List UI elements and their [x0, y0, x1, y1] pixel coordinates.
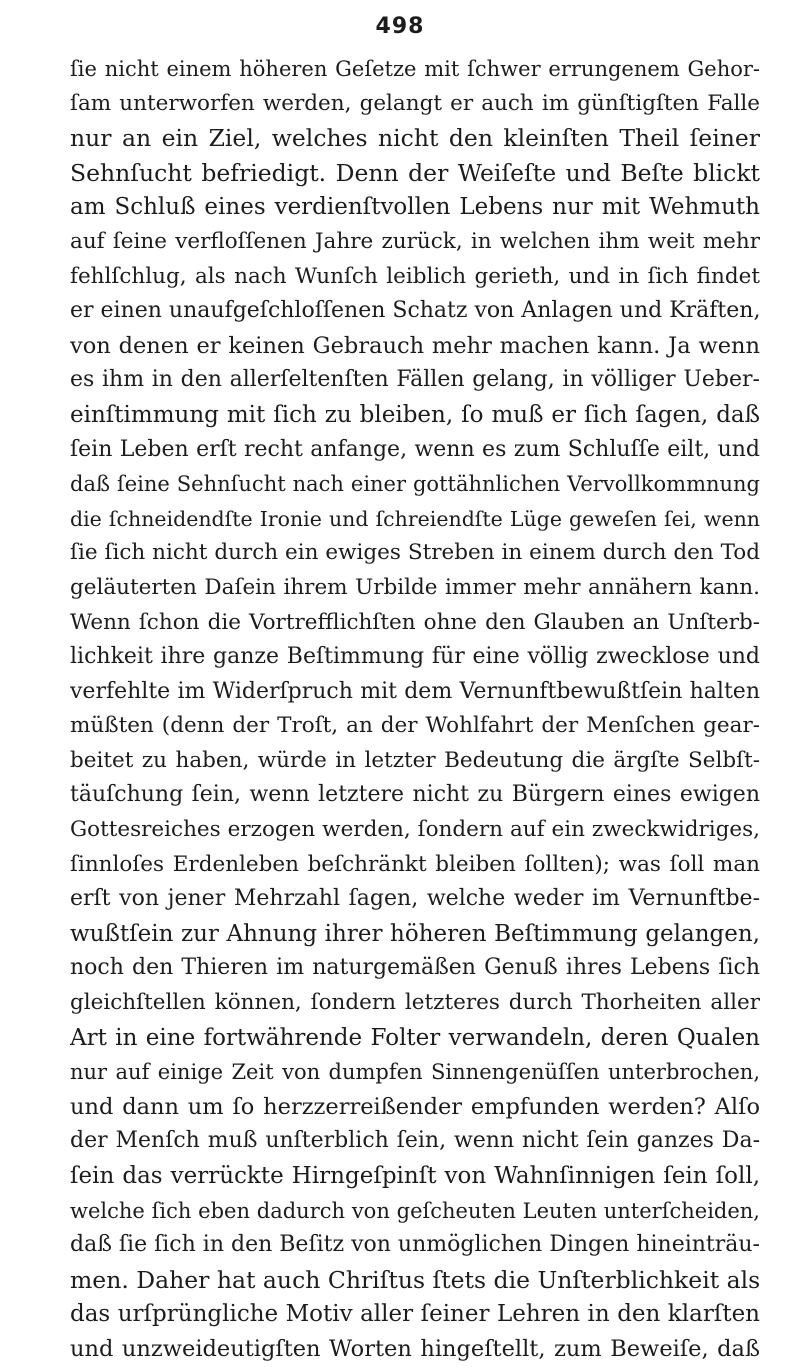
text-line: daß ſie ſich in den Beſitz von unmöglichen Dingen hineinträu- [70, 1232, 760, 1258]
text-line: daß ſeine Sehnſucht nach einer gottähnlichen Vervollkommnung [70, 472, 760, 497]
text-line: ſie ſich nicht durch ein ewiges Streben in einem durch den Tod [70, 540, 760, 566]
text-line: welche ſich eben dadurch von geſcheuten Leuten unterſcheiden, [70, 1198, 760, 1223]
text-line: am Schluß eines verdienſtvollen Lebens nur mit Wehmuth [70, 194, 760, 221]
text-line: von denen er keinen Gebrauch mehr machen kann. Ja wenn [70, 332, 760, 359]
text-line: die ſchneidendſte Ironie und ſchreiendſte Lüge geweſen ſei, wenn [70, 506, 760, 531]
text-line: nur an ein Ziel, welches nicht den kleinſten Theil ſeiner [70, 124, 760, 153]
text-line: men. Daher hat auch Chriſtus ſtets die Unſterblichkeit als [70, 1265, 760, 1294]
text-line: das urſprüngliche Motiv aller ſeiner Lehren in den klarſten [70, 1301, 760, 1328]
text-line: noch den Thieren im naturgemäßen Genuß ihres Lebens ſich [70, 955, 760, 981]
text-line: ſein das verrückte Hirngeſpinſt von Wahnſinnigen ſein ſoll, [70, 1163, 760, 1189]
text-line: einſtimmung mit ſich zu bleiben, ſo muß er ſich ſagen, daß [70, 401, 760, 428]
text-line: es ihm in den allerſeltenſten Fällen gelang, in völliger Ueber- [70, 367, 760, 393]
text-line: geläuterten Daſein ihrem Urbilde immer mehr annähern kann. [70, 574, 760, 600]
text-line: und dann um ſo herzzerreißender empfunden werden? Alſo [70, 1093, 760, 1120]
text-line: fehlſchlug, als nach Wunſch leiblich gerieth, und in ſich findet [70, 263, 760, 289]
text-line: müßten (denn der Troſt, an der Wohlfahrt der Menſchen gear- [70, 713, 760, 739]
page-number: 498 [375, 14, 425, 39]
body-text [70, 52, 760, 1367]
text-line: Art in eine fortwährende Folter verwandeln, deren Qualen [70, 1024, 760, 1051]
text-line: erſt von jener Mehrzahl ſagen, welche weder im Vernunftbe- [70, 886, 760, 912]
text-line: und unzweideutigſten Worten hingeſtellt, zum Beweiſe, daß [70, 1335, 760, 1362]
text-line: Wenn ſchon die Vortrefflichſten ohne den Glauben an Unſterb- [70, 609, 760, 635]
text-line: der Menſch muß unſterblich ſein, wenn nicht ſein ganzes Da- [70, 1128, 760, 1154]
text-line: wußtſein zur Ahnung ihrer höheren Beſtimmung gelangen, [70, 920, 760, 947]
text-line: auf ſeine verfloſſenen Jahre zurück, in welchen ihm weit mehr [70, 228, 760, 254]
text-line: lichkeit ihre ganze Beſtimmung für eine völlig zwecklose und [70, 644, 760, 670]
text-line: ſam unterworfen werden, gelangt er auch im günſtigſten Falle [70, 90, 760, 116]
text-line: Sehnſucht befriedigt. Denn der Weiſeſte und Beſte blickt [70, 158, 760, 187]
text-line: gleichſtellen können, ſondern letzteres durch Thorheiten aller [70, 990, 760, 1016]
text-line: täuſchung ſein, wenn letztere nicht zu Bürgern eines ewigen [70, 782, 760, 808]
text-line: ſein Leben erſt recht anfange, wenn es zum Schluſſe eilt, und [70, 436, 760, 462]
text-line: beitet zu haben, würde in letzter Bedeutung die ärgſte Selbſt- [70, 747, 760, 773]
text-line: verfehlte im Widerſpruch mit dem Vernunftbewußtſein halten [70, 678, 760, 704]
text-line: ſie nicht einem höheren Geſetze mit ſchwer errungenem Gehor- [70, 57, 760, 81]
text-line: Gottesreiches erzogen werden, ſondern auf ein zweckwidriges, [70, 817, 760, 843]
text-line: nur auf einige Zeit von dumpfen Sinnengenüſſen unterbrochen, [70, 1060, 760, 1085]
text-line: ſinnloſes Erdenleben beſchränkt bleiben ſollten); was ſoll man [70, 851, 760, 877]
text-line: er einen unaufgeſchloſſenen Schatz von Anlagen und Kräften, [70, 298, 760, 324]
